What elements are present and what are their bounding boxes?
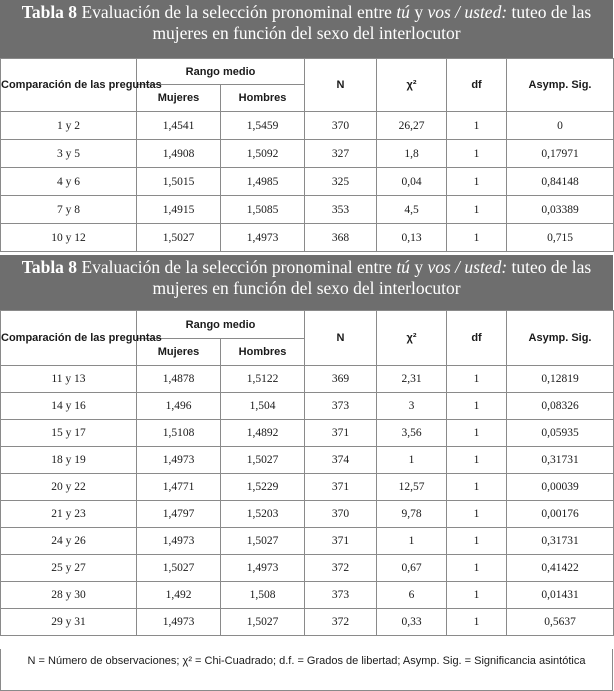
cell-hombres: 1,5027 bbox=[221, 447, 305, 474]
caption-italic-tu: tú bbox=[396, 257, 410, 277]
cell-hombres: 1,5203 bbox=[221, 501, 305, 528]
cell-hombres: 1,5085 bbox=[221, 196, 305, 224]
cell-chi-squared: 1 bbox=[377, 528, 447, 555]
cell-hombres: 1,4973 bbox=[221, 555, 305, 582]
header-rango-medio: Rango medio bbox=[137, 59, 305, 85]
cell-df: 1 bbox=[447, 501, 507, 528]
header-chi-squared: χ² bbox=[377, 311, 447, 366]
cell-mujeres: 1,4797 bbox=[137, 501, 221, 528]
cell-mujeres: 1,5027 bbox=[137, 555, 221, 582]
cell-df: 1 bbox=[447, 366, 507, 393]
cell-mujeres: 1,4908 bbox=[137, 140, 221, 168]
cell-mujeres: 1,5015 bbox=[137, 168, 221, 196]
cell-n: 374 bbox=[305, 447, 377, 474]
cell-asymp-sig: 0,31731 bbox=[507, 447, 614, 474]
table-row bbox=[1, 582, 614, 609]
cell-chi-squared: 4,5 bbox=[377, 196, 447, 224]
cell-comparison: 21 y 23 bbox=[1, 501, 137, 528]
cell-comparison: 28 y 30 bbox=[1, 582, 137, 609]
cell-n: 371 bbox=[305, 420, 377, 447]
cell-chi-squared: 0,13 bbox=[377, 224, 447, 252]
table-1 bbox=[0, 58, 614, 252]
cell-n: 371 bbox=[305, 528, 377, 555]
cell-chi-squared: 0,04 bbox=[377, 168, 447, 196]
cell-df: 1 bbox=[447, 609, 507, 636]
cell-comparison: 1 y 2 bbox=[1, 112, 137, 140]
table-row bbox=[1, 366, 614, 393]
caption-text: tuteo de las mujeres en función del sexo del interlocutor bbox=[152, 2, 592, 43]
header-mujeres: Mujeres bbox=[137, 85, 221, 112]
cell-comparison: 29 y 31 bbox=[1, 609, 137, 636]
cell-asymp-sig: 0,31731 bbox=[507, 528, 614, 555]
cell-comparison: 20 y 22 bbox=[1, 474, 137, 501]
cell-df: 1 bbox=[447, 140, 507, 168]
cell-comparison: 25 y 27 bbox=[1, 555, 137, 582]
cell-df: 1 bbox=[447, 555, 507, 582]
cell-n: 369 bbox=[305, 366, 377, 393]
table-row bbox=[1, 501, 614, 528]
caption-text: y bbox=[409, 2, 428, 22]
cell-df: 1 bbox=[447, 168, 507, 196]
table-row bbox=[1, 555, 614, 582]
header-asymp-sig: Asymp. Sig. bbox=[507, 311, 614, 366]
cell-comparison: 24 y 26 bbox=[1, 528, 137, 555]
cell-comparison: 4 y 6 bbox=[1, 168, 137, 196]
cell-hombres: 1,4985 bbox=[221, 168, 305, 196]
table-2-caption bbox=[0, 255, 613, 310]
cell-n: 368 bbox=[305, 224, 377, 252]
cell-n: 370 bbox=[305, 501, 377, 528]
header-df: df bbox=[447, 311, 507, 366]
table-row bbox=[1, 609, 614, 636]
cell-n: 370 bbox=[305, 112, 377, 140]
table-row bbox=[1, 168, 614, 196]
cell-comparison: 18 y 19 bbox=[1, 447, 137, 474]
cell-asymp-sig: 0,17971 bbox=[507, 140, 614, 168]
caption-text: Evaluación de la selección pronominal entre bbox=[77, 257, 397, 277]
header-rango-medio: Rango medio bbox=[137, 311, 305, 339]
cell-n: 353 bbox=[305, 196, 377, 224]
cell-asymp-sig: 0,03389 bbox=[507, 196, 614, 224]
cell-n: 325 bbox=[305, 168, 377, 196]
cell-comparison: 14 y 16 bbox=[1, 393, 137, 420]
cell-chi-squared: 1 bbox=[377, 447, 447, 474]
table-1-caption bbox=[0, 0, 613, 58]
cell-mujeres: 1,5108 bbox=[137, 420, 221, 447]
table-row bbox=[1, 447, 614, 474]
cell-chi-squared: 0,67 bbox=[377, 555, 447, 582]
cell-asymp-sig: 0,84148 bbox=[507, 168, 614, 196]
table-row bbox=[1, 474, 614, 501]
cell-df: 1 bbox=[447, 112, 507, 140]
cell-n: 372 bbox=[305, 609, 377, 636]
cell-hombres: 1,5027 bbox=[221, 609, 305, 636]
cell-mujeres: 1,4878 bbox=[137, 366, 221, 393]
cell-hombres: 1,508 bbox=[221, 582, 305, 609]
cell-mujeres: 1,496 bbox=[137, 393, 221, 420]
cell-chi-squared: 12,57 bbox=[377, 474, 447, 501]
caption-label: Tabla 8 bbox=[21, 2, 78, 22]
cell-hombres: 1,5027 bbox=[221, 528, 305, 555]
header-n: N bbox=[305, 311, 377, 366]
cell-asymp-sig: 0 bbox=[507, 112, 614, 140]
cell-chi-squared: 26,27 bbox=[377, 112, 447, 140]
table-row bbox=[1, 393, 614, 420]
table-row bbox=[1, 420, 614, 447]
table-row bbox=[1, 196, 614, 224]
cell-chi-squared: 9,78 bbox=[377, 501, 447, 528]
cell-hombres: 1,4892 bbox=[221, 420, 305, 447]
cell-df: 1 bbox=[447, 474, 507, 501]
cell-hombres: 1,5122 bbox=[221, 366, 305, 393]
cell-hombres: 1,4973 bbox=[221, 224, 305, 252]
cell-chi-squared: 2,31 bbox=[377, 366, 447, 393]
cell-hombres: 1,5092 bbox=[221, 140, 305, 168]
header-hombres: Hombres bbox=[221, 339, 305, 366]
table-2 bbox=[0, 310, 614, 636]
header-chi-squared: χ² bbox=[377, 59, 447, 112]
cell-mujeres: 1,4771 bbox=[137, 474, 221, 501]
cell-comparison: 3 y 5 bbox=[1, 140, 137, 168]
caption-label: Tabla 8 bbox=[21, 257, 78, 277]
cell-hombres: 1,5459 bbox=[221, 112, 305, 140]
cell-asymp-sig: 0,00039 bbox=[507, 474, 614, 501]
cell-asymp-sig: 0,715 bbox=[507, 224, 614, 252]
cell-n: 327 bbox=[305, 140, 377, 168]
cell-mujeres: 1,4915 bbox=[137, 196, 221, 224]
header-comparison: Comparación de las preguntas bbox=[1, 311, 137, 366]
cell-n: 373 bbox=[305, 582, 377, 609]
cell-df: 1 bbox=[447, 393, 507, 420]
caption-italic-tu: tú bbox=[396, 2, 410, 22]
caption-text: Evaluación de la selección pronominal entre bbox=[77, 2, 397, 22]
cell-chi-squared: 0,33 bbox=[377, 609, 447, 636]
cell-n: 371 bbox=[305, 474, 377, 501]
header-n: N bbox=[305, 59, 377, 112]
cell-df: 1 bbox=[447, 447, 507, 474]
caption-italic-vos-usted: vos / usted: bbox=[427, 2, 508, 22]
cell-chi-squared: 6 bbox=[377, 582, 447, 609]
table-row bbox=[1, 112, 614, 140]
cell-chi-squared: 1,8 bbox=[377, 140, 447, 168]
cell-mujeres: 1,4973 bbox=[137, 528, 221, 555]
cell-comparison: 7 y 8 bbox=[1, 196, 137, 224]
cell-asymp-sig: 0,5637 bbox=[507, 609, 614, 636]
caption-italic-vos-usted: vos / usted: bbox=[427, 257, 508, 277]
cell-mujeres: 1,4973 bbox=[137, 609, 221, 636]
cell-n: 373 bbox=[305, 393, 377, 420]
cell-asymp-sig: 0,08326 bbox=[507, 393, 614, 420]
cell-hombres: 1,5229 bbox=[221, 474, 305, 501]
cell-asymp-sig: 0,05935 bbox=[507, 420, 614, 447]
cell-asymp-sig: 0,41422 bbox=[507, 555, 614, 582]
table-footnote: N = Número de observaciones; χ² = Chi-Cuadrado; d.f. = Grados de libertad; Asymp. Sig. = Significancia asintótica bbox=[0, 649, 613, 691]
cell-asymp-sig: 0,12819 bbox=[507, 366, 614, 393]
cell-df: 1 bbox=[447, 196, 507, 224]
cell-mujeres: 1,4973 bbox=[137, 447, 221, 474]
table-row bbox=[1, 224, 614, 252]
header-df: df bbox=[447, 59, 507, 112]
cell-mujeres: 1,492 bbox=[137, 582, 221, 609]
cell-comparison: 11 y 13 bbox=[1, 366, 137, 393]
cell-asymp-sig: 0,01431 bbox=[507, 582, 614, 609]
cell-chi-squared: 3 bbox=[377, 393, 447, 420]
cell-comparison: 15 y 17 bbox=[1, 420, 137, 447]
cell-mujeres: 1,5027 bbox=[137, 224, 221, 252]
caption-text: tuteo de las mujeres en función del sexo del interlocutor bbox=[152, 257, 592, 298]
table-row bbox=[1, 528, 614, 555]
header-asymp-sig: Asymp. Sig. bbox=[507, 59, 614, 112]
header-mujeres: Mujeres bbox=[137, 339, 221, 366]
header-comparison: Comparación de las preguntas bbox=[1, 59, 137, 112]
cell-df: 1 bbox=[447, 582, 507, 609]
cell-chi-squared: 3,56 bbox=[377, 420, 447, 447]
cell-hombres: 1,504 bbox=[221, 393, 305, 420]
caption-text: y bbox=[409, 257, 428, 277]
cell-comparison: 10 y 12 bbox=[1, 224, 137, 252]
header-hombres: Hombres bbox=[221, 85, 305, 112]
table-row bbox=[1, 140, 614, 168]
cell-asymp-sig: 0,00176 bbox=[507, 501, 614, 528]
cell-df: 1 bbox=[447, 528, 507, 555]
cell-mujeres: 1,4541 bbox=[137, 112, 221, 140]
cell-df: 1 bbox=[447, 420, 507, 447]
cell-n: 372 bbox=[305, 555, 377, 582]
cell-df: 1 bbox=[447, 224, 507, 252]
